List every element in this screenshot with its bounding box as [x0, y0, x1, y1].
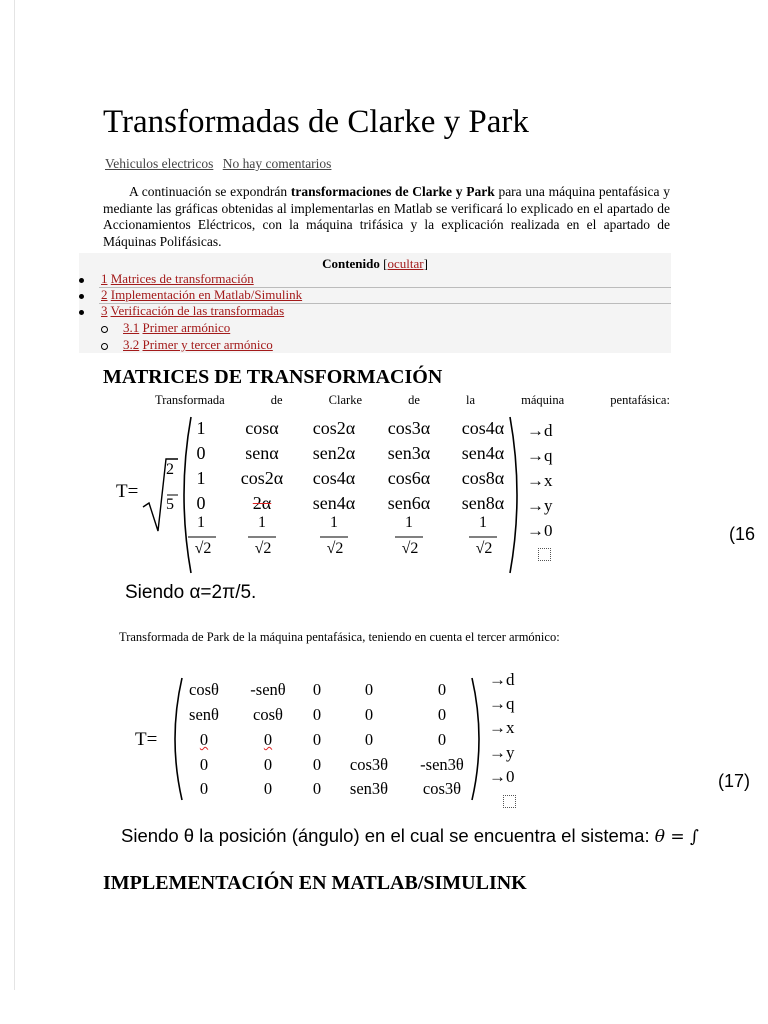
axis-arrow-y: →y — [527, 496, 553, 515]
matrix-cell: 0 — [312, 705, 322, 724]
matrix-cell: 0 — [263, 779, 273, 798]
frac-den: √2 — [326, 540, 344, 557]
frac-num: 1 — [405, 514, 413, 531]
word: pentafásica: — [610, 393, 670, 407]
fraction-bars — [186, 536, 516, 539]
matrix-cell: 0 — [437, 730, 447, 749]
matrix-cell: 0 — [263, 755, 273, 774]
matrix-cell: cos2α — [240, 468, 284, 488]
matrix-cell — [232, 493, 292, 514]
matrix-cell: 0 — [312, 755, 322, 774]
axis-arrow-0: →0 — [527, 521, 553, 540]
section-heading-implementacion: IMPLEMENTACIÓN EN MATLAB/SIMULINK — [103, 872, 527, 894]
frac-den: √2 — [475, 540, 493, 557]
axis-arrow-x: →x — [527, 471, 553, 490]
matrix-cell: 0 — [437, 705, 447, 724]
matrix-cell: sen6α — [387, 493, 431, 513]
toc-subitem-1[interactable] — [123, 320, 230, 336]
axis-arrow-q: →q — [527, 446, 553, 465]
matrix-cell: 0 — [312, 680, 322, 699]
sqrt-numerator: 2 — [166, 461, 174, 478]
toc-subitem-num[interactable]: 3.2 — [123, 337, 140, 352]
siendo-theta-text: Siendo θ la posición (ángulo) en el cual se encuentra el sistema: — [121, 825, 655, 846]
matrix-label: T= — [135, 729, 158, 750]
toc-title: Contenido — [322, 256, 380, 271]
axis-arrow-d: →d — [527, 421, 553, 440]
matrix-cell: cos4α — [312, 468, 356, 488]
matrix-cell: 0 — [364, 680, 374, 699]
axis-arrow-y: →y — [489, 743, 515, 762]
matrix-cell: sen4α — [312, 493, 356, 513]
intro-paragraph — [103, 184, 670, 250]
matrix-cell: 1 — [196, 418, 206, 438]
frac-num: 1 — [330, 514, 338, 531]
toc-item-num[interactable]: 1 — [101, 271, 108, 286]
toc-heading — [79, 256, 671, 272]
axis-arrow-q: →q — [489, 694, 515, 713]
frac-num: 1 — [479, 514, 487, 531]
word: Transformada — [155, 393, 225, 407]
matrix-cell: 0 — [312, 730, 322, 749]
siendo-theta — [121, 825, 699, 848]
placeholder-box-icon — [538, 548, 551, 561]
page-title: Transformadas de Clarke y Park — [103, 104, 529, 140]
matrix-cell: sen3α — [387, 443, 431, 463]
clarke-intro-line — [103, 393, 670, 408]
matrix-cell: 0 — [364, 705, 374, 724]
matrix-cell: 0 — [437, 680, 447, 699]
equation-number: (17) — [718, 771, 751, 791]
placeholder-box-icon — [503, 795, 516, 808]
matrix-cell: cos4α — [461, 418, 505, 438]
bullet-icon — [79, 294, 84, 299]
matrix-cell: cos3α — [387, 418, 431, 438]
axis-arrow-d: →d — [489, 670, 515, 689]
axis-arrow-0: →0 — [489, 767, 515, 786]
page-edge — [14, 0, 15, 990]
matrix-cell: sen4α — [461, 443, 505, 463]
toc-item-1[interactable] — [101, 271, 254, 287]
matrix-cell: 0 — [364, 730, 374, 749]
toc-subitem-label[interactable]: Primer armónico — [142, 320, 231, 335]
circle-bullet-icon — [101, 343, 108, 350]
matrix-cell: 1 — [196, 468, 206, 488]
matrix-cell: 0 — [312, 779, 322, 798]
post-meta — [105, 156, 337, 172]
matrix-cell: cosα — [245, 418, 279, 438]
matrix-cell — [176, 730, 232, 750]
axis-arrow-x: →x — [489, 718, 515, 737]
toc-item-num[interactable]: 3 — [101, 303, 108, 318]
toc-item-num[interactable]: 2 — [101, 287, 108, 302]
toc-bracket-open: [ — [383, 256, 388, 271]
underlined-cell: 0 — [263, 730, 273, 749]
circle-bullet-icon — [101, 326, 108, 333]
word: de — [270, 393, 283, 407]
frac-num: 1 — [197, 514, 205, 531]
intro-text-1: A continuación se expondrán — [129, 184, 291, 199]
bullet-icon — [79, 310, 84, 315]
toc-subitem-2[interactable] — [123, 337, 273, 353]
matrix-cell — [238, 730, 298, 750]
toc-subitem-num[interactable]: 3.1 — [123, 320, 140, 335]
toc-item-2[interactable] — [101, 287, 302, 303]
toc-subitem-label[interactable]: Primer y tercer armónico — [142, 337, 273, 352]
frac-den: √2 — [194, 540, 212, 557]
matrix-cell: cosθ — [253, 705, 283, 724]
matrix-cell: cos3θ — [349, 755, 389, 774]
matrix-cell: 0 — [199, 755, 209, 774]
intro-bold: transformaciones de Clarke y Park — [290, 184, 495, 199]
park-intro-line: Transformada de Park de la máquina pentafásica, teniendo en cuenta el tercer armónico: — [119, 630, 560, 644]
category-link[interactable]: Vehiculos electricos — [105, 156, 214, 171]
section-heading-matrices: MATRICES DE TRANSFORMACIÓN — [103, 366, 443, 388]
word: de — [408, 393, 420, 407]
frac-den: √2 — [254, 540, 272, 557]
matrix-cell: cos3θ — [422, 779, 462, 798]
matrix-cell: cos6α — [387, 468, 431, 488]
matrix-cell: 0 — [196, 493, 206, 513]
equation-number: (16 — [729, 524, 756, 544]
matrix-cell: 0 — [196, 443, 206, 463]
theta-equation: θ = ∫ — [654, 827, 699, 847]
matrix-cell: 0 — [199, 779, 209, 798]
matrix-cell: senθ — [189, 705, 219, 724]
matrix-label: T= — [116, 481, 139, 502]
matrix-cell: -senθ — [250, 680, 286, 699]
toc-item-3[interactable] — [101, 303, 284, 319]
toc-item-label[interactable]: Verificación de las transformadas — [110, 303, 285, 318]
word: Clarke — [328, 393, 362, 407]
toc-item-label[interactable]: Matrices de transformación — [110, 271, 254, 286]
matrix-cell: cos2α — [312, 418, 356, 438]
sqrt-denominator: 5 — [166, 496, 174, 513]
matrix-cell: cosθ — [189, 680, 219, 699]
frac-den: √2 — [401, 540, 419, 557]
frac-num: 1 — [258, 514, 266, 531]
word: la — [466, 393, 476, 407]
matrix-cell: sen3θ — [349, 779, 389, 798]
bullet-icon — [79, 278, 84, 283]
word: máquina — [521, 393, 565, 407]
underlined-cell: 0 — [199, 730, 209, 749]
intro-text-2: para una máquina pentafásica y mediante las gráficas obtenidas al implementarlas en Matlab se verificará lo explicado en el apartado de Accionamientos Eléctricos, con la máquina trifásica y la explicación realizada en el apartado de Máquinas Polifásicas. — [103, 184, 670, 249]
comments-link[interactable]: No hay comentarios — [222, 156, 332, 171]
matrix-cell: -sen3θ — [420, 755, 464, 774]
siendo-alpha: Siendo α=2π/5. — [125, 582, 257, 603]
toc-item-label[interactable]: Implementación en Matlab/Simulink — [110, 287, 303, 302]
matrix-cell: cos8α — [461, 468, 505, 488]
toc-bracket-close: ] — [423, 256, 428, 271]
matrix-cell: sen8α — [461, 493, 505, 513]
matrix-cell: senα — [245, 443, 279, 463]
strikethrough-cell: 2α — [252, 493, 272, 513]
toc-toggle-link[interactable]: ocultar — [387, 256, 424, 271]
matrix-cell: sen2α — [312, 443, 356, 463]
